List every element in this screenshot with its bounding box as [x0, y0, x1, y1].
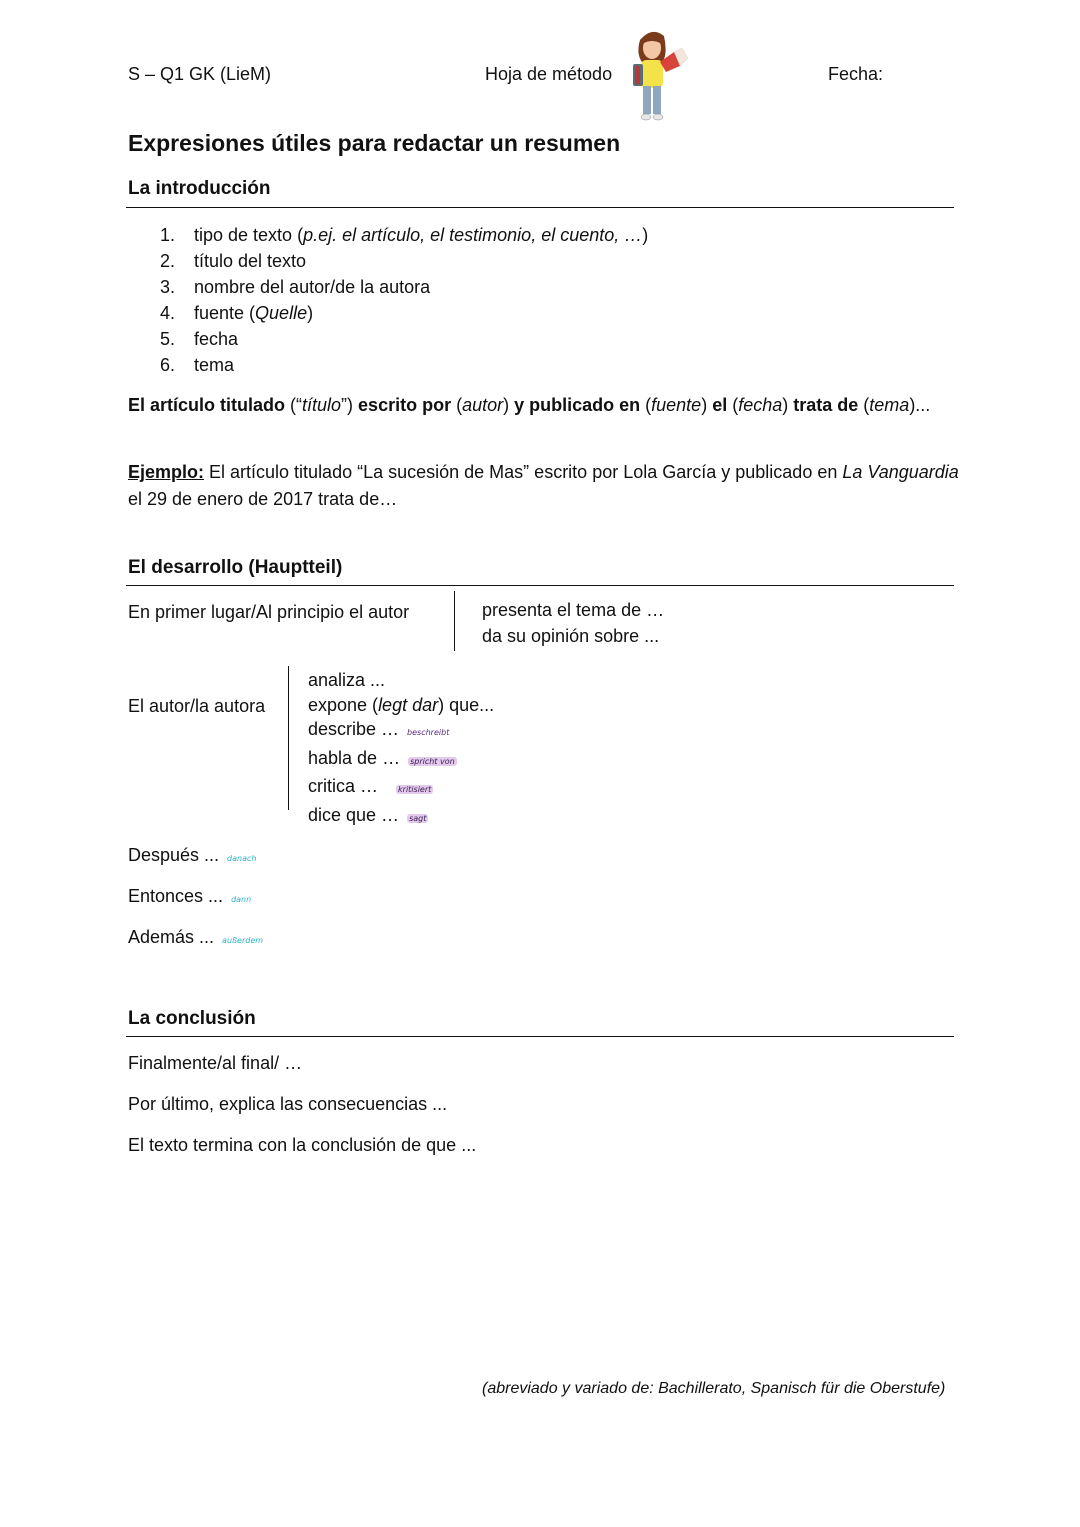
- handwritten-note: danach: [227, 854, 257, 863]
- handwritten-note: sagt: [409, 813, 427, 823]
- example-line-2: el 29 de enero de 2017 trata de…: [128, 489, 398, 509]
- list-item: 4. fuente (Quelle): [160, 303, 314, 323]
- list-item: expone (legt dar) que...: [308, 694, 495, 715]
- connector-line: Después ... danach: [128, 845, 257, 865]
- intro-list: [128, 222, 648, 378]
- section-heading-development: El desarrollo (Hauptteil): [128, 557, 343, 578]
- list-item: 5. fecha: [160, 329, 239, 349]
- list-item: describe … beschreibt: [308, 719, 450, 739]
- reading-girl-illustration: [626, 26, 698, 124]
- section-divider: [126, 207, 954, 208]
- example-line-1: Ejemplo: El artículo titulado “La sucesión de Mas” escrito por Lola García y publicado en La Vanguardia: [128, 462, 959, 482]
- list-item: 6. tema: [160, 355, 235, 375]
- handwritten-note: dann: [231, 895, 252, 904]
- bracket-line: [288, 666, 289, 810]
- conclusion-line: Finalmente/al final/ …: [128, 1053, 303, 1073]
- handwritten-note: beschreibt: [407, 728, 450, 737]
- source-note: (abreviado y variado de: Bachillerato, Spanisch für die Oberstufe): [482, 1380, 946, 1397]
- page-title: Expresiones útiles para redactar un resumen: [128, 130, 621, 156]
- intro-formula: El artículo titulado (“título”) escrito por (autor) y publicado en (fuente) el (fecha) trata de (tema)...: [128, 395, 931, 415]
- list-item: analiza ...: [308, 670, 386, 690]
- conclusion-line: El texto termina con la conclusión de que ...: [128, 1135, 477, 1155]
- list-item: critica … kritisiert: [308, 776, 432, 796]
- handwritten-note: außerdem: [222, 936, 264, 945]
- list-item: 1. tipo de texto (p.ej. el artículo, el testimonio, el cuento, …): [160, 225, 649, 245]
- list-item: habla de … spricht von: [308, 747, 455, 768]
- section-divider: [126, 585, 954, 586]
- list-item: 3. nombre del autor/de la autora: [160, 277, 431, 297]
- first-phrase: En primer lugar/Al principio el autor: [128, 602, 410, 622]
- section-heading-conclusion: La conclusión: [128, 1008, 256, 1029]
- bracket-line: [454, 591, 455, 651]
- sheet-label: Hoja de método: [485, 64, 613, 84]
- course-label: S – Q1 GK (LieM): [128, 64, 272, 84]
- handwritten-note: kritisiert: [398, 785, 432, 794]
- first-options: presenta el tema de … da su opinión sobre ...: [482, 600, 665, 646]
- connector-line: Además ... außerdem: [128, 927, 264, 947]
- section-heading-intro: La introducción: [128, 178, 271, 199]
- second-phrase: El autor/la autora: [128, 696, 266, 716]
- connector-line: Entonces ... dann: [128, 886, 252, 906]
- list-item: dice que … sagt: [308, 804, 427, 825]
- list-item: 2. título del texto: [160, 251, 307, 271]
- conclusion-line: Por último, explica las consecuencias ...: [128, 1094, 448, 1114]
- verb-options: [308, 668, 494, 831]
- date-label: Fecha:: [828, 64, 884, 84]
- section-divider: [126, 1036, 954, 1037]
- handwritten-note: spricht von: [410, 756, 455, 766]
